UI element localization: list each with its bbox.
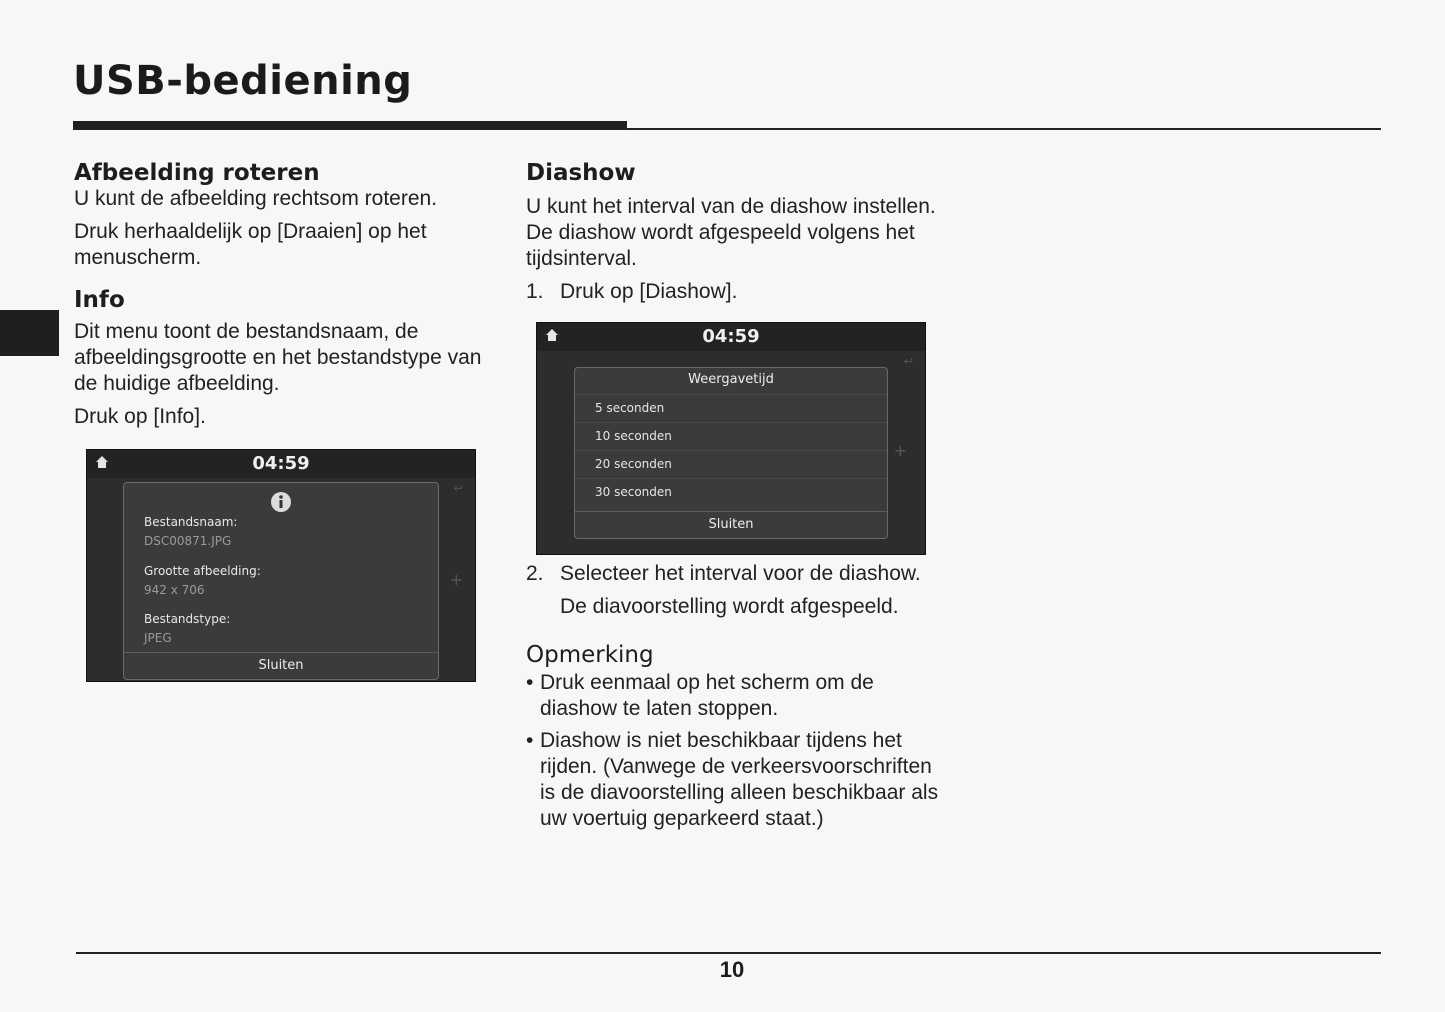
- note-bullet-text: Druk eenmaal op het scherm om de diashow te laten stoppen.: [540, 671, 874, 720]
- step-2-subtext: De diavoorstelling wordt afgespeeld.: [560, 595, 899, 618]
- right-column-lower: [526, 561, 946, 838]
- section-tab-marker: [0, 310, 59, 356]
- title-rule-accent: [73, 121, 627, 130]
- filename-label: Bestandsnaam:: [144, 515, 238, 529]
- clock: 04:59: [252, 453, 310, 474]
- step-2-text: Selecteer het interval voor de diashow.: [560, 562, 921, 585]
- step-1-number: 1.: [526, 280, 544, 303]
- page-number: 10: [719, 957, 745, 982]
- interval-option[interactable]: [575, 394, 887, 423]
- step-2-number: 2.: [526, 562, 544, 585]
- diashow-heading: Diashow: [526, 160, 636, 186]
- plus-icon: +: [893, 441, 907, 460]
- note-bullet: [526, 728, 946, 832]
- option-label: 5 seconden: [595, 401, 665, 415]
- footer-rule: [76, 952, 1381, 954]
- status-bar: [537, 323, 925, 351]
- interval-option[interactable]: [575, 478, 887, 507]
- option-label: 30 seconden: [595, 485, 672, 499]
- interval-popup: [574, 367, 888, 539]
- diashow-screen: [536, 322, 926, 555]
- close-button[interactable]: Sluiten: [575, 511, 887, 538]
- step-1: [526, 279, 946, 305]
- note-bullet: [526, 670, 946, 722]
- step-1-text: Druk op [Diashow].: [560, 280, 738, 303]
- filename-value: DSC00871.JPG: [144, 534, 232, 548]
- interval-option[interactable]: [575, 450, 887, 479]
- close-button[interactable]: Sluiten: [124, 652, 438, 679]
- rotate-heading: Afbeelding roteren: [74, 160, 320, 186]
- clock: 04:59: [702, 326, 760, 347]
- info-paragraph-1: Dit menu toont de bestandsnaam, de afbeeldingsgrootte en het bestandstype van de huidige afbeelding.: [74, 320, 482, 395]
- interval-option[interactable]: [575, 422, 887, 451]
- plus-icon: +: [449, 570, 463, 589]
- info-paragraph-2: Druk op [Info].: [74, 405, 206, 428]
- info-icon: [270, 491, 292, 513]
- filetype-value: JPEG: [144, 631, 172, 645]
- diashow-paragraph-1: U kunt het interval van de diashow instellen.: [526, 195, 936, 218]
- rotate-paragraph-1: U kunt de afbeelding rechtsom roteren.: [74, 187, 438, 210]
- left-column: [74, 160, 484, 437]
- filetype-label: Bestandstype:: [144, 612, 231, 626]
- back-icon: ↩: [453, 482, 463, 495]
- popup-title: Weergavetijd: [688, 372, 774, 387]
- right-column: [526, 160, 946, 311]
- status-bar: [87, 450, 475, 478]
- info-screen: [86, 449, 476, 682]
- image-size-label: Grootte afbeelding:: [144, 564, 261, 578]
- page-title: USB-bediening: [73, 58, 413, 104]
- note-bullet-text: Diashow is niet beschikbaar tijdens het rijden. (Vanwege de verkeersvoorschriften is de diavoorstelling alleen beschikbaar als uw voertuig geparkeerd staat.): [540, 729, 939, 830]
- rotate-paragraph-2: Druk herhaaldelijk op [Draaien] op het menuscherm.: [74, 220, 427, 269]
- diashow-paragraph-2: De diashow wordt afgespeeld volgens het tijdsinterval.: [526, 221, 915, 270]
- step-2: [526, 561, 946, 587]
- option-label: 20 seconden: [595, 457, 672, 471]
- bullet-dot: •: [526, 671, 534, 694]
- option-label: 10 seconden: [595, 429, 672, 443]
- back-icon: ↩: [903, 355, 913, 368]
- bullet-dot: •: [526, 729, 534, 752]
- image-size-value: 942 x 706: [144, 583, 205, 597]
- info-popup: [123, 482, 439, 680]
- note-heading: Opmerking: [526, 642, 654, 668]
- info-heading: Info: [74, 287, 125, 313]
